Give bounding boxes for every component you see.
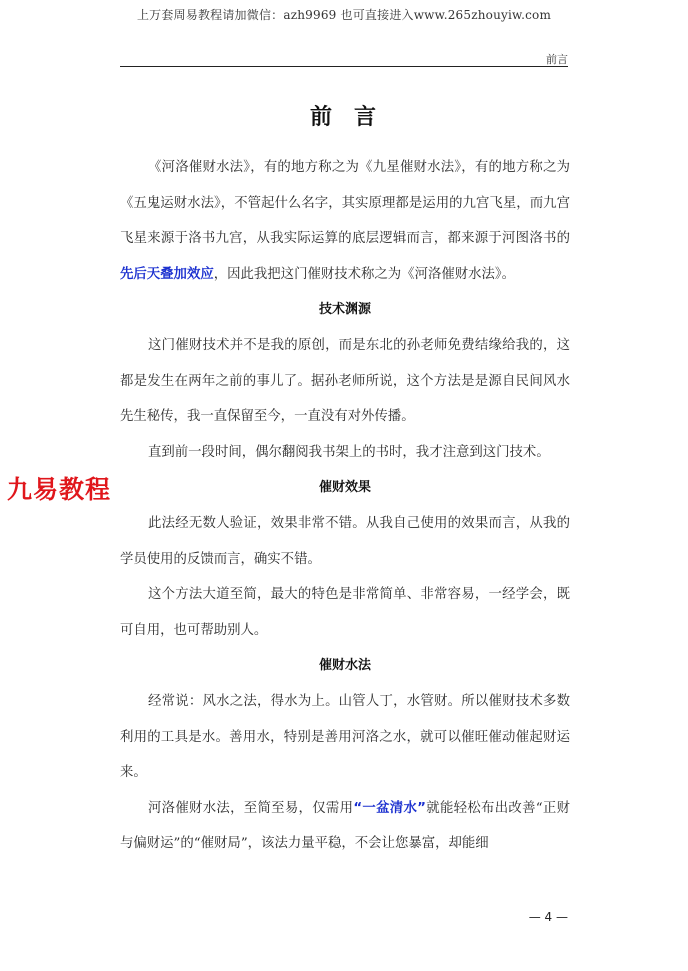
running-head: 前言: [546, 53, 568, 66]
header-rule: [120, 66, 568, 67]
page-title-part2: 言: [354, 105, 379, 130]
origin-paragraph-2: 直到前一段时间，偶尔翻阅我书架上的书时，我才注意到这门技术。: [148, 444, 550, 460]
section-heading-method: 催财水法: [318, 658, 371, 674]
method-paragraph-1: 经常说：风水之法，得水为上。山管人丁，水管财。所以催财技术多数利用的工具是水。善用水，特别是善用河洛之水，就可以催旺催动催起财运来。: [120, 693, 570, 781]
document-body: [120, 150, 570, 862]
intro-paragraph: 《河洛催财水法》，有的地方称之为《九星催财水法》，有的地方称之为《五鬼运财水法》，不管起什么名字，其实原理都是运用的九宫飞星，而九宫飞星来源于洛书九宫，从我实际运算的底层逻辑而言，都来源于河图洛书的先后天叠加效应，因此我把这门催财技术称之为《河洛催财水法》。: [120, 160, 570, 282]
highlight-phrase: 先后天叠加效应: [120, 266, 214, 282]
page-title: [0, 100, 688, 131]
highlight-phrase: “一盆清水”: [353, 800, 426, 816]
effect-paragraph-1: 此法经无数人验证，效果非常不错。从我自己使用的效果而言，从我的学员使用的反馈而言，确实不错。: [120, 515, 570, 567]
page-number: — 4 —: [528, 910, 568, 924]
section-heading-origin: 技术渊源: [318, 302, 371, 318]
section-heading-effect: 催财效果: [318, 480, 371, 496]
method-paragraph-2: 河洛催财水法，至简至易，仅需用“一盆清水”就能轻松布出改善“正财与偏财运”的“催财局”，该法力量平稳，不会让您暴富，却能细: [120, 800, 570, 852]
side-watermark-logo: 九易教程: [7, 475, 112, 504]
effect-paragraph-2: 这个方法大道至简，最大的特色是非常简单、非常容易，一经学会，既可自用，也可帮助别人。: [120, 587, 570, 638]
top-watermark-text: 上万套周易教程请加微信：azh9969 也可直接进入www.265zhouyiw.com: [136, 8, 552, 22]
origin-paragraph-1: 这门催财技术并不是我的原创，而是东北的孙老师免费结缘给我的，这都是发生在两年之前的事儿了。据孙老师所说，这个方法是是源自民间风水先生秘传，我一直保留至今，一直没有对外传播。: [120, 337, 570, 425]
page-title-part1: 前: [309, 105, 334, 130]
